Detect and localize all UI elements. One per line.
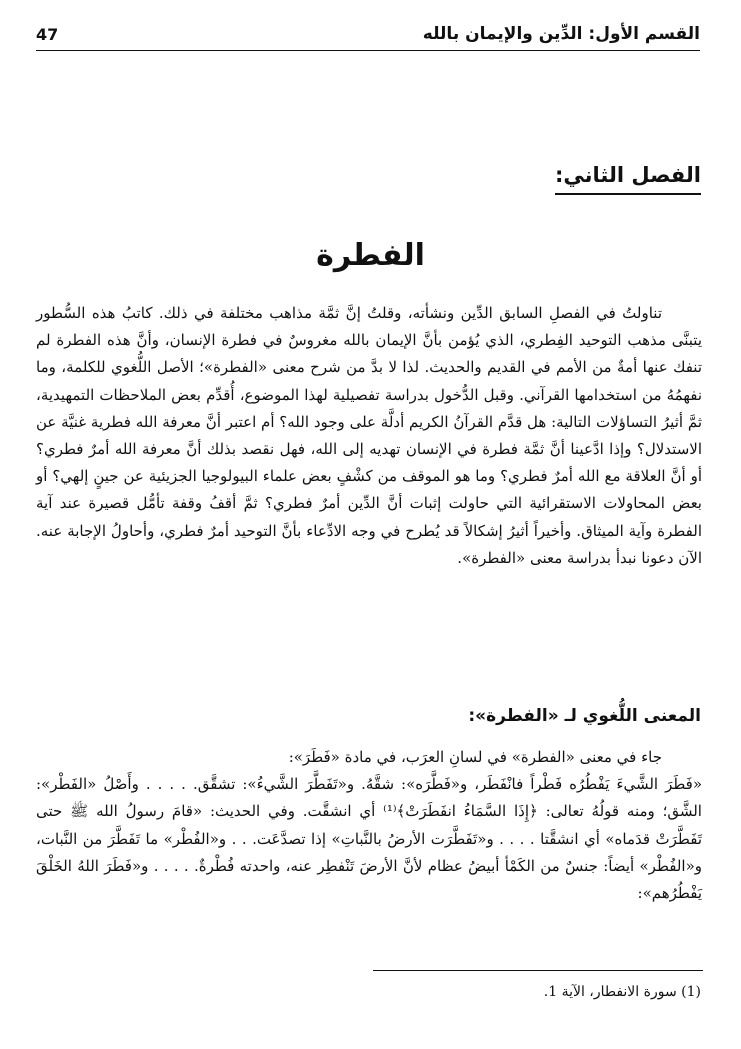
footnote-divider [373, 970, 703, 971]
running-header [36, 18, 700, 51]
footnote: (1) سورة الانفطار، الآية 1. [543, 984, 701, 1000]
intro-body [36, 300, 702, 572]
lexicon-intro-line: جاء في معنى «الفطرة» في لسانِ العرَب، في مادة «فَطَرَ»: [288, 748, 662, 766]
lexicon-body [36, 744, 702, 907]
chapter-title: الفطرة [316, 238, 425, 273]
section-heading: المعنى اللُّغوي لـ «الفطرة»: [468, 706, 701, 726]
lexicon-entry: «فَطَرَ الشَّيءَ يَفْطُرُه فَطْراً فانْفَطَر، و«فَطَّرَه»: شقَّهُ. و«تَفَطَّرَ الشَّيءُ»: تشقَّق. . . . . وأَصْلُ «الفَطْر»: الشَّق؛ ومنه قولُهُ تعالى: ﴿إِذَا السَّمَاءُ انفَطَرَتْ﴾⁽¹⁾ أي انشقَّت. وفي الحديث: «قامَ رسولُ الله ﷺ حتى تَفَطَّرَتْ قدَماه» أي انشقَّتا . . . . و«تَفَطَّرَت الأرضُ بالنَّباتِ» إذا تصدَّعَت. . . و«الفُطْر» ما تَفَطَّرَ من النَّبات، و«الفُطْر» أيضاً: جنسٌ من الكَمْأ أبيضُ عظام لأنَّ الأرضَ تَنْفطِر عنه، واحدته فُطْرةٌ. . . . . و«فَطَرَ اللهُ الخَلْقَ يَفْطُرُهم»: [36, 775, 702, 903]
intro-paragraph: تناولتُ في الفصلِ السابق الدِّين ونشأته، وقلتُ إنَّ ثمَّة مذاهب مختلفة في ذلك. كاتبُ هذه السُّطور يتبنَّى مذهب التوحيد الفِطري، الذي يُؤمن بأنَّ الإيمان بالله مغروسٌ في فطرة الإنسان، وأنَّ هذه الفطرة لم تنفك عنها أمةٌ من الأمم في القديم والحديث. لذا لا بدَّ من شرح معنى «الفطرة»؛ الأصل اللُّغوي للكلمة، وما نفهمُهُ من استخدامها القرآني. وقبل الدُّخول بدراسة تفصيلية لهذا الموضوع، أُقدِّم بعض الملاحظات التمهيدية، ثمَّ أثيرُ التساؤلات التالية: هل قدَّم القرآنُ الكريم أدلَّة على وجود الله؟ أم اعتبر أنَّ معرفة الله فطرية غنيَّة عن الاستدلال؟ وإذا ادَّعينا أنَّ ثمَّة فطرة في الإنسان تهديه إلى الله، فهل نقصد بذلك أنَّ معرفة الله أمرٌ فطري؟ أو أنَّ العلاقة مع الله أمرٌ فطري؟ وما هو الموقف من كشْفٍ بعض علماء البيولوجيا الجزيئية عن جينٍ إلهي؟ أو بعض المحاولات الاستقرائية التي حاولت إثبات أنَّ الدِّين أمرٌ فطري؟ ثمَّ أقفُ وقفة تأمُّل قصيرة عند آية الفطرة وآية الميثاق. وأخيراً أثيرُ إشكالاً قد يُطرح في وجه الادِّعاء بأنَّ التوحيد أمرٌ فطري، وأحاولُ الإجابة عنه. الآن دعونا نبدأ بدراسة معنى «الفطرة». [36, 304, 702, 567]
running-title: القسم الأول: الدِّين والإيمان بالله [422, 24, 700, 44]
chapter-label: الفصل الثاني: [555, 163, 701, 195]
page-number: 47 [36, 24, 59, 44]
